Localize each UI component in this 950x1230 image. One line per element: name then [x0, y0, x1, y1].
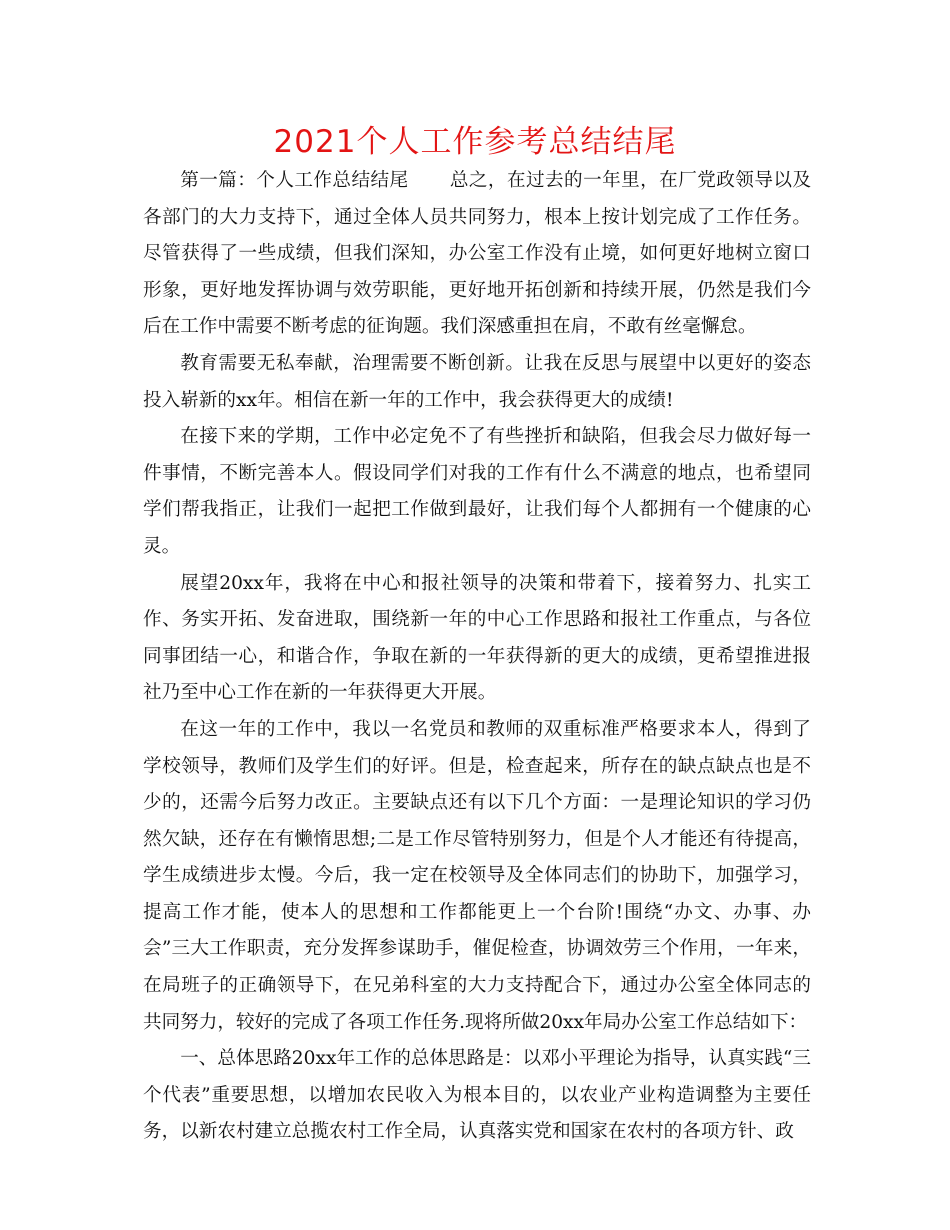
document-body	[143, 163, 811, 1151]
paragraph-1	[143, 163, 811, 346]
section-heading: 第一篇：个人工作总结结尾	[180, 170, 409, 191]
paragraph-5: 在这一年的工作中，我以一名党员和教师的双重标准严格要求本人，得到了学校领导，教师们及学生们的好评。但是，检查起来，所存在的缺点缺点也是不少的，还需今后努力改正。主要缺点还有以下几个方面：一是理论知识的学习仍然欠缺，还存在有懒惰思想;二是工作尽管特别努力，但是个人才能还有待提高，学生成绩进步太慢。今后，我一定在校领导及全体同志们的协助下，加强学习，提高工作才能，使本人的思想和工作都能更上一个台阶!围绕“办文、办事、办会”三大工作职责，充分发挥参谋助手，催促检查，协调效劳三个作用，一年来，在局班子的正确领导下，在兄弟科室的大力支持配合下，通过办公室全体同志的共同努力，较好的完成了各项工作任务.现将所做20xx年局办公室工作总结如下：	[143, 718, 811, 1033]
paragraph-3: 在接下来的学期，工作中必定免不了有些挫折和缺陷，但我会尽力做好每一件事情，不断完善本人。假设同学们对我的工作有什么不满意的地点，也希望同学们帮我指正，让我们一起把工作做到最好，让我们每个人都拥有一个健康的心灵。	[143, 426, 811, 557]
document-title: 2021个人工作参考总结结尾	[273, 124, 677, 160]
paragraph-2: 教育需要无私奉献，治理需要不断创新。让我在反思与展望中以更好的姿态投入崭新的xx年。相信在新一年的工作中，我会获得更大的成绩!	[143, 352, 811, 411]
paragraph-6: 一、总体思路20xx年工作的总体思路是：以邓小平理论为指导，认真实践“三个代表”重要思想，以增加农民收入为根本目的，以农业产业构造调整为主要任务，以新农村建立总揽农村工作全局，认真落实党和国家在农村的各项方针、政	[143, 1048, 811, 1143]
paragraph-4: 展望20xx年，我将在中心和报社领导的决策和带着下，接着努力、扎实工作、务实开拓、发奋进取，围绕新一年的中心工作思路和报社工作重点，与各位同事团结一心，和谐合作，争取在新的一年获得新的更大的成绩，更希望推进报社乃至中心工作在新的一年获得更大开展。	[143, 572, 811, 704]
paragraph-text: 总之，在过去的一年里，在厂党政领导以及各部门的大力支持下，通过全体人员共同努力，根本上按计划完成了工作任务。尽管获得了一些成绩，但我们深知，办公室工作没有止境，如何更好地树立窗口形象，更好地发挥协调与效劳职能，更好地开拓创新和持续开展，仍然是我们今后在工作中需要不断考虑的征询题。我们深感重担在肩，不敢有丝毫懈怠。	[143, 170, 811, 338]
